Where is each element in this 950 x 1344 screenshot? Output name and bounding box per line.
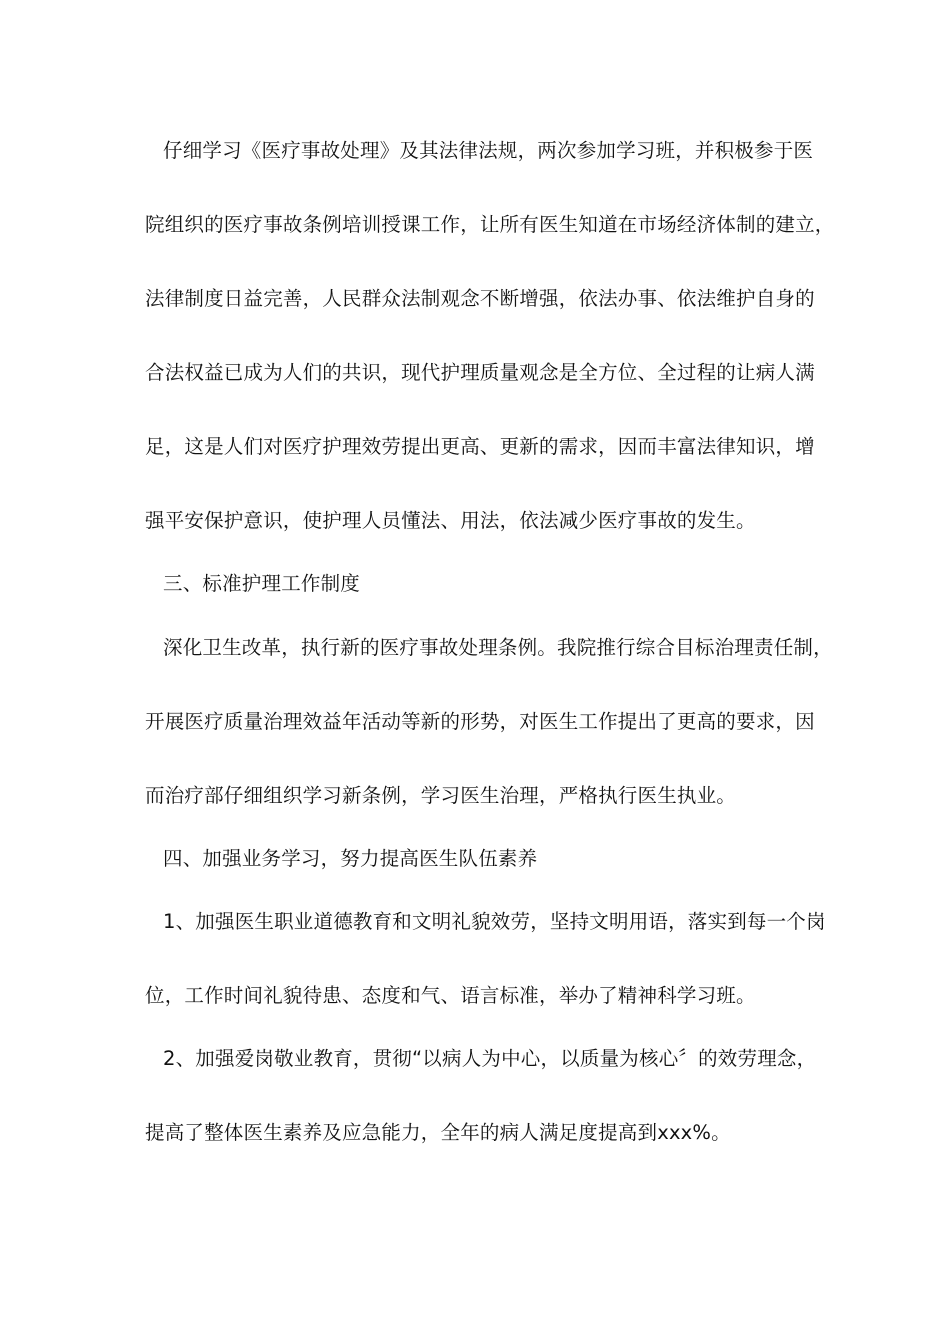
section-heading-4: 四、加强业务学习，努力提高医生队伍素养 (163, 847, 538, 870)
paragraph-2-line-2: 开展医疗质量治理效益年活动等新的形势，对医生工作提出了更高的要求，因 (145, 710, 815, 733)
paragraph-1-line-1: 仔细学习《医疗事故处理》及其法律法规，两次参加学习班，并积极参于医 (163, 139, 814, 162)
item-2-line-2: 提高了整体医生素养及应急能力，全年的病人满足度提高到xxx%。 (145, 1121, 731, 1144)
item-1-line-1: 1、加强医生职业道德教育和文明礼貌效劳，坚持文明用语，落实到每一个岗 (163, 910, 826, 933)
paragraph-1-line-4: 合法权益已成为人们的共识，现代护理质量观念是全方位、全过程的让病人满 (145, 361, 815, 384)
item-1-line-2: 位，工作时间礼貌待患、态度和气、语言标准，举办了精神科学习班。 (145, 984, 756, 1007)
paragraph-2-line-3: 而治疗部仔细组织学习新条例，学习医生治理，严格执行医生执业。 (145, 784, 737, 807)
paragraph-1-line-5: 足，这是人们对医疗护理效劳提出更高、更新的需求，因而丰富法律知识，增 (145, 435, 815, 458)
paragraph-1-line-3: 法律制度日益完善，人民群众法制观念不断增强，依法办事、依法维护自身的 (145, 287, 815, 310)
paragraph-2-line-1: 深化卫生改革，执行新的医疗事故处理条例。我院推行综合目标治理责任制， (163, 636, 833, 659)
item-2-line-1: 2、加强爱岗敬业教育，贯彻“以病人为中心，以质量为核心〞的效劳理念， (163, 1047, 817, 1070)
section-heading-3: 三、标准护理工作制度 (163, 572, 361, 595)
paragraph-1-line-2: 院组织的医疗事故条例培训授课工作，让所有医生知道在市场经济体制的建立， (145, 213, 835, 236)
paragraph-1-line-6: 强平安保护意识，使护理人员懂法、用法，依法减少医疗事故的发生。 (145, 509, 756, 532)
